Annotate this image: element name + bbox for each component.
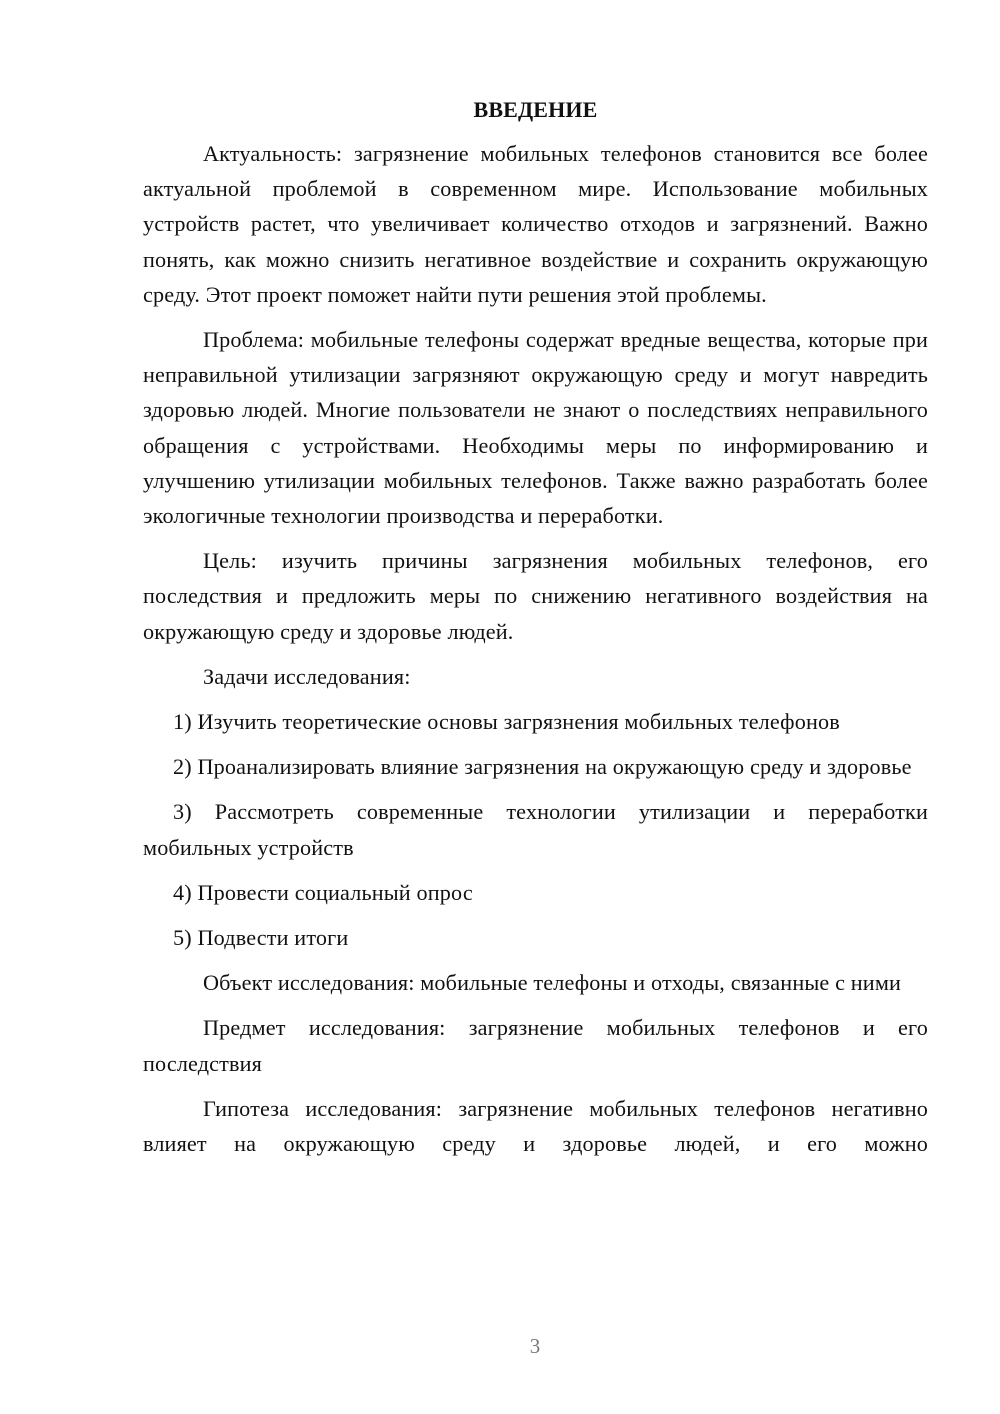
task-item-4: 4) Провести социальный опрос [173, 879, 473, 905]
page-number: 3 [529, 1334, 541, 1358]
task-item-1: 1) Изучить теоретические основы загрязнения мобильных телефонов [173, 709, 840, 735]
tasks-intro: Задачи исследования: [203, 663, 411, 689]
goal-paragraph: Цель: изучить причины загрязнения мобильных телефонов, его последствия и предложить меры по снижению негативного воздействия на окружающую среду и здоровье людей. [143, 548, 928, 644]
task-item-3: 3) Рассмотреть современные технологии утилизации и переработки мобильных устройств [143, 799, 928, 860]
hypothesis-paragraph: Гипотеза исследования: загрязнение мобильных телефонов негативно влияет на окружающую среду и здоровье людей, и его можно [143, 1095, 928, 1157]
task-item-5: 5) Подвести итоги [173, 925, 349, 951]
problem-paragraph: Проблема: мобильные телефоны содержат вредные вещества, которые при неправильной утилизации загрязняют окружающую среду и могут навредить здоровью людей. Многие пользователи не знают о последствиях неправильного обращения с устройствами. Необходимы меры по информированию и улучшению утилизации мобильных телефонов. Также важно разработать более экологичные технологии производства и переработки. [143, 327, 928, 529]
document-body [143, 92, 928, 1161]
subject-paragraph: Предмет исследования: загрязнение мобильных телефонов и его последствия [143, 1015, 928, 1076]
task-item-2: 2) Проанализировать влияние загрязнения на окружающую среду и здоровье [173, 754, 912, 780]
object-paragraph: Объект исследования: мобильные телефоны и отходы, связанные с ними [203, 970, 902, 996]
relevance-paragraph: Актуальность: загрязнение мобильных телефонов становится все более актуальной проблемой в современном мире. Использование мобильных устройств растет, что увеличивает количество отходов и загрязнений. Важно понять, как можно снизить негативное воздействие и сохранить окружающую среду. Этот проект поможет найти пути решения этой проблемы. [143, 141, 928, 307]
section-heading: ВВЕДЕНИЕ [473, 97, 598, 122]
